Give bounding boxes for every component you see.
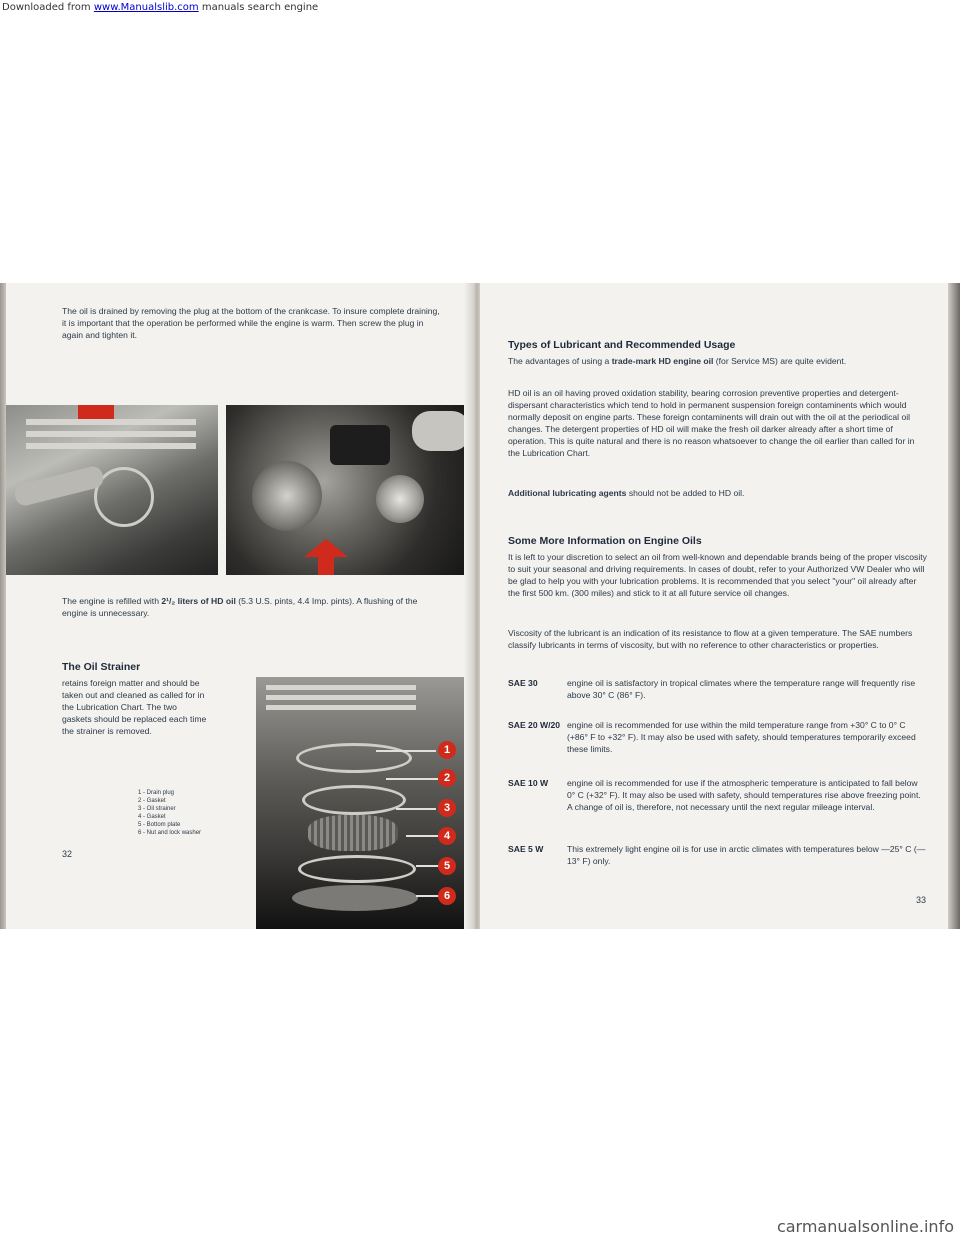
additional-agents-text bbox=[508, 487, 928, 499]
page-left bbox=[6, 283, 474, 929]
sae-20w20-text: engine oil is recommended for use within the mild temperature range from +30° C to 0° C (+86° F to +32° F). It may also be used with safety, should temperatures temporarily exceed these limits. bbox=[567, 720, 916, 754]
additional-agents-suffix: should not be added to HD oil. bbox=[628, 488, 745, 498]
manual-spread bbox=[0, 283, 960, 929]
oil-strainer-exploded-photo bbox=[256, 677, 470, 929]
page-number-left: 32 bbox=[62, 849, 73, 859]
advantages-text bbox=[508, 355, 928, 367]
sae-20w20-label: SAE 20 W/20 bbox=[508, 720, 561, 730]
legend-item: 1 - Drain plug bbox=[138, 790, 175, 796]
refill-text bbox=[62, 595, 444, 619]
legend-item: 6 - Nut and lock washer bbox=[138, 830, 202, 836]
advantages-prefix: The advantages of using a bbox=[508, 356, 610, 366]
lubricant-types-heading: Types of Lubricant and Recommended Usage bbox=[508, 339, 736, 351]
sae-30-text: engine oil is satisfactory in tropical climates where the temperature range will frequently rise above 30° C (86° F). bbox=[567, 678, 916, 700]
site-footer: carmanualsonline.info bbox=[776, 1217, 954, 1236]
oil-filler-marker-arrow bbox=[304, 539, 348, 557]
callout-4: 4 bbox=[438, 827, 456, 845]
additional-agents-bold: Additional lubricating agents bbox=[508, 488, 627, 498]
legend-item: 4 - Gasket bbox=[138, 814, 166, 820]
manualslib-link[interactable]: www.Manualslib.com bbox=[93, 2, 199, 13]
page-number-right: 33 bbox=[916, 895, 927, 905]
sae-5w-text: This extremely light engine oil is for use in arctic climates with temperatures below —25° C (—13° F) only. bbox=[567, 844, 926, 866]
oil-strainer-heading: The Oil Strainer bbox=[62, 661, 141, 673]
sae-10w-text: engine oil is recommended for use if the atmospheric temperature is anticipated to fall below 0° C (+32° F). It may also be used with safety, should temperatures rise above freezing point. A change of oil is, therefore, not necessary until the next regular mileage interval. bbox=[567, 778, 921, 812]
header-suffix: manuals search engine bbox=[201, 2, 319, 13]
header-prefix: Downloaded from bbox=[2, 2, 91, 13]
drain-plug-marker bbox=[78, 405, 114, 419]
callout-2: 2 bbox=[438, 769, 456, 787]
oil-strainer-text: retains foreign matter and should be taken out and cleaned as called for in the Lubrication Chart. The two gaskets should be replaced each time the strainer is removed. bbox=[62, 678, 207, 736]
viscosity-text: Viscosity of the lubricant is an indication of its resistance to flow at a given temperature. The SAE numbers classify lubricants in terms of viscosity, but with no reference to other characteristics or properties. bbox=[508, 628, 913, 650]
hd-oil-emphasis: trade-mark HD engine oil bbox=[611, 356, 714, 366]
page-right bbox=[480, 283, 954, 929]
hd-oil-description: HD oil is an oil having proved oxidation stability, bearing corrosion preventive properties and detergent-dispersant characteristics which tend to hold in permanent suspension foreign contaminents which would normally deposit on engine parts. These foreign contaminents will drain out with the oil at the periodical oil changes. The detergent properties of HD oil will make the fresh oil darker already after a short time of operation. This is quite natural and there is no reason whatsoever to change the oil earlier than called for in the Lubrication Chart. bbox=[508, 388, 915, 458]
advantages-suffix: (for Service MS) are quite evident. bbox=[715, 356, 847, 366]
callout-3: 3 bbox=[438, 799, 456, 817]
sae-30-label: SAE 30 bbox=[508, 678, 538, 688]
callout-5: 5 bbox=[438, 857, 456, 875]
oil-filler-photo bbox=[226, 405, 470, 575]
drain-intro-text: The oil is drained by removing the plug at the bottom of the crankcase. To insure complete draining, it is important that the operation be performed while the engine is warm. Then screw the plug in again and tighten it. bbox=[62, 306, 440, 340]
oil-filler-marker bbox=[318, 557, 334, 575]
legend-item: 2 - Gasket bbox=[138, 798, 166, 804]
sae-10w-label: SAE 10 W bbox=[508, 778, 549, 788]
drain-plug-photo bbox=[6, 405, 218, 575]
legend-item: 5 - Bottom plate bbox=[138, 822, 181, 828]
refill-suffix: (5.3 U.S. pints, 4.4 Imp. pints). A flushing of the engine is unnecessary. bbox=[62, 596, 418, 618]
callout-6: 6 bbox=[438, 887, 456, 905]
sae-5w-label: SAE 5 W bbox=[508, 844, 544, 854]
download-header bbox=[0, 0, 960, 18]
legend-item: 3 - Oil strainer bbox=[138, 806, 176, 812]
parts-legend bbox=[138, 789, 201, 837]
refill-prefix: The engine is refilled with bbox=[62, 596, 159, 606]
page-edge-right bbox=[948, 283, 960, 929]
callout-1: 1 bbox=[438, 741, 456, 759]
engine-oils-heading: Some More Information on Engine Oils bbox=[508, 535, 702, 547]
oil-selection-text: It is left to your discretion to select an oil from well-known and dependable brands being of the proper viscosity to suit your seasonal and driving requirements. In cases of doubt, refer to your Authorized VW Dealer who will be glad to help you with your lubrication problems. It is recommended that you select "your" oil already after the first 500 km. (300 miles) and stick to it at all future service oil changes. bbox=[508, 552, 927, 598]
refill-amount: 2¹/₂ liters of HD oil bbox=[161, 596, 236, 606]
